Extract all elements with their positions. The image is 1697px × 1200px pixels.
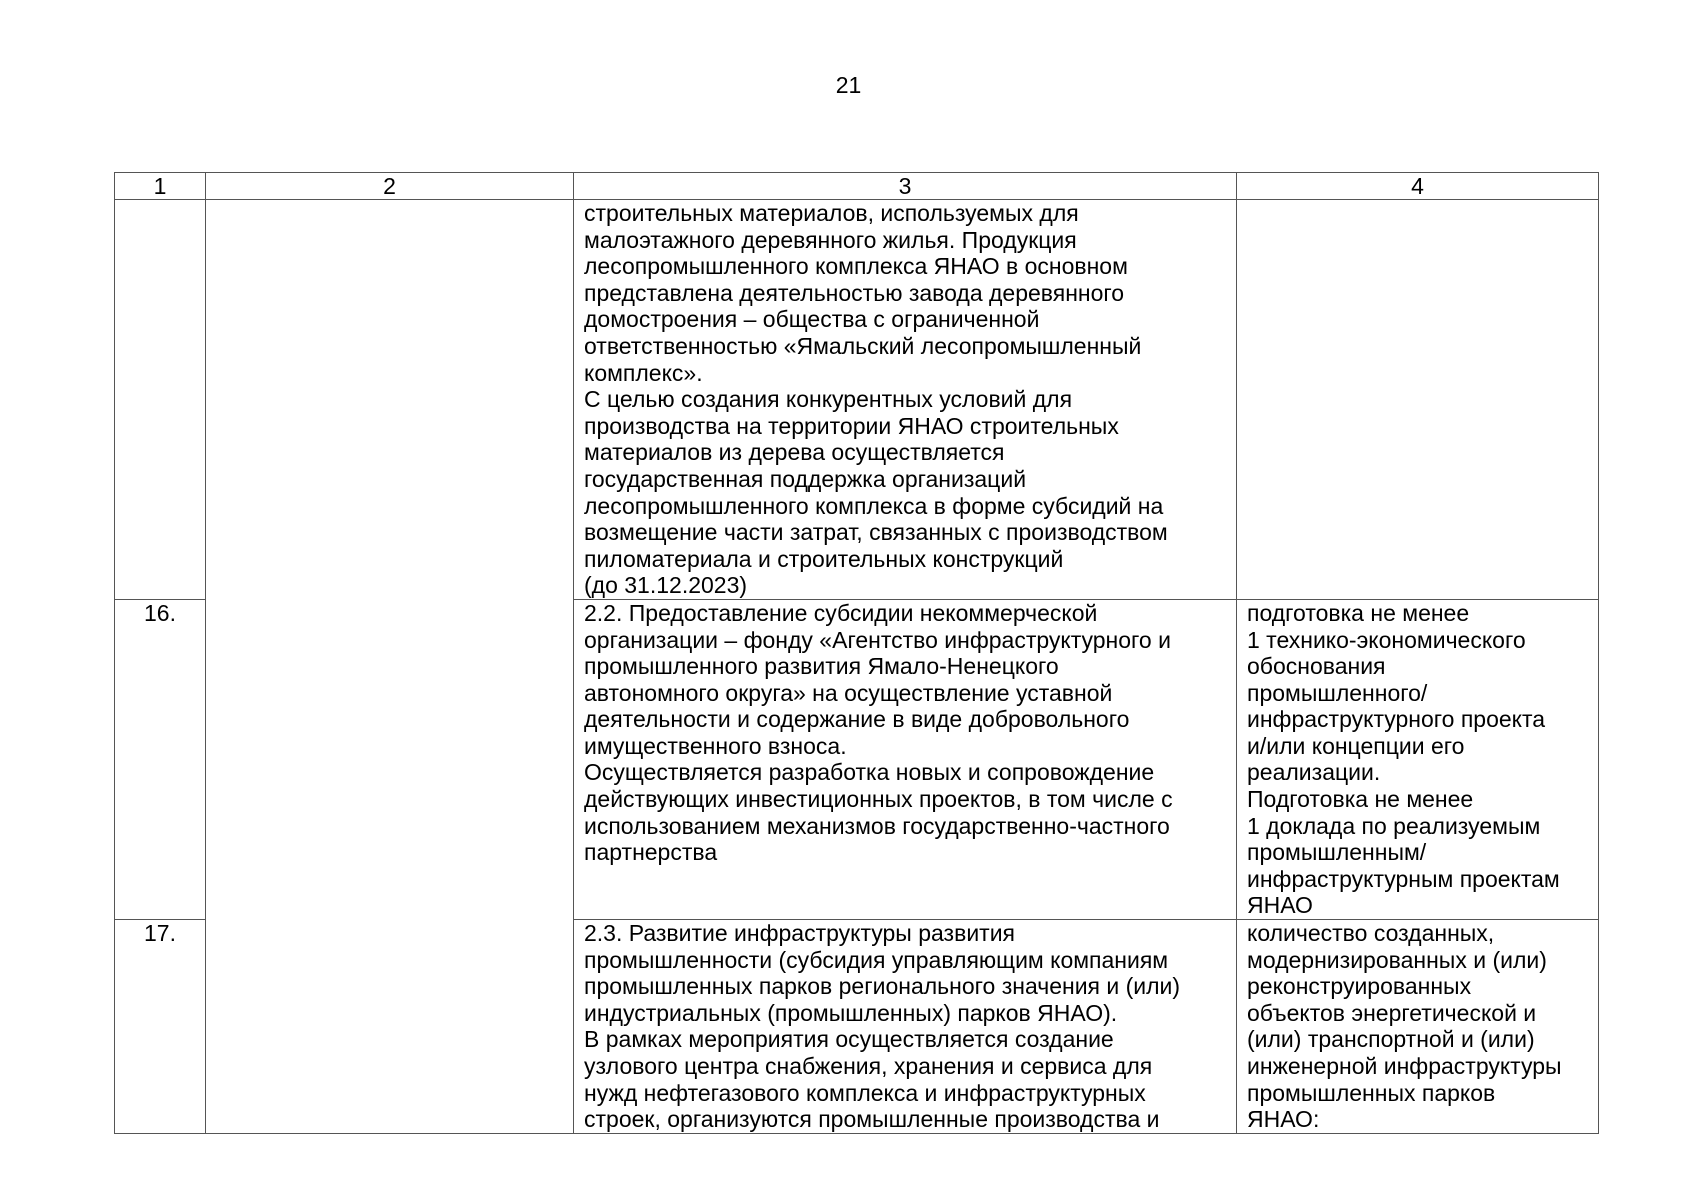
text-line: С целью создания конкурентных условий для	[584, 386, 1073, 413]
text-line: объектов энергетической и	[1247, 999, 1537, 1026]
text-line: В рамках мероприятия осуществляется создание	[584, 1026, 1114, 1053]
indicator-cell	[1237, 920, 1599, 1134]
text-line: и/или концепции его	[1247, 732, 1465, 759]
text-line: реконструированных	[1247, 973, 1472, 1000]
text-line: инженерной инфраструктуры	[1247, 1053, 1562, 1079]
text-line: строек, организуются промышленные производства и	[584, 1106, 1160, 1133]
text-line: обоснования	[1247, 653, 1386, 680]
text-line: инфраструктурным проектам	[1247, 865, 1560, 892]
text-line: лесопромышленного комплекса ЯНАО в основном	[584, 253, 1128, 280]
text-line: промышленным/	[1247, 839, 1427, 866]
text-line: промышленности (субсидия управляющим компаниям	[584, 946, 1169, 973]
text-line: малоэтажного деревянного жилья. Продукция	[584, 226, 1077, 253]
indicator-cell	[1237, 200, 1599, 600]
text-line: промышленного/	[1247, 679, 1428, 706]
row-number: 17.	[115, 920, 206, 1134]
text-line: ответственностью «Ямальский лесопромышленный	[584, 332, 1142, 359]
text-line: производства на территории ЯНАО строительных	[584, 412, 1119, 439]
text-line: 1 доклада по реализуемым	[1247, 812, 1541, 839]
page-number: 21	[835, 72, 862, 98]
text-line: действующих инвестиционных проектов, в том числе с	[584, 786, 1173, 813]
text-line: 1 технико-экономического	[1247, 626, 1526, 653]
text-line: возмещение части затрат, связанных с производством	[584, 519, 1168, 546]
text-line: промышленного развития Ямало-Ненецкого	[584, 653, 1059, 680]
text-line: количество созданных,	[1247, 920, 1495, 947]
text-line: реализации.	[1247, 759, 1381, 786]
measure-description-cell	[574, 200, 1237, 600]
text-line: строительных материалов, используемых для	[584, 200, 1079, 226]
measure-description-cell	[574, 920, 1237, 1134]
table-body	[115, 200, 1599, 1134]
indicator-cell	[1237, 599, 1599, 919]
column-header-3: 3	[574, 173, 1237, 200]
text-line: Подготовка не менее	[1247, 786, 1474, 813]
text-line: промышленных парков	[1247, 1079, 1496, 1106]
text-line: домостроения – общества с ограниченной	[584, 306, 1040, 333]
text-line: (или) транспортной и (или)	[1247, 1026, 1535, 1053]
text-line: представлена деятельностью завода деревянного	[584, 279, 1125, 306]
measure-description-cell	[574, 599, 1237, 919]
text-line: промышленных парков регионального значения и (или)	[584, 973, 1181, 1000]
text-line: государственная поддержка организаций	[584, 465, 1027, 492]
text-line: 2.2. Предоставление субсидии некоммерческой	[584, 599, 1098, 626]
row-number	[115, 200, 206, 600]
text-line: инфраструктурного проекта	[1247, 706, 1546, 733]
text-line: деятельности и содержание в виде добровольного	[584, 706, 1130, 733]
text-line: узлового центра снабжения, хранения и сервиса для	[584, 1053, 1153, 1079]
text-line: ЯНАО	[1247, 892, 1313, 919]
text-line: подготовка не менее	[1247, 599, 1470, 626]
text-line: 2.3. Развитие инфраструктуры развития	[584, 920, 1016, 947]
column-header-1: 1	[115, 173, 206, 200]
document-table	[114, 172, 1599, 1134]
text-line: (до 31.12.2023)	[584, 572, 748, 599]
section-cell	[206, 200, 574, 1134]
text-line: модернизированных и (или)	[1247, 946, 1547, 973]
text-line: ЯНАО:	[1247, 1106, 1320, 1133]
text-line: организации – фонду «Агентство инфраструктурного и	[584, 626, 1171, 653]
text-line: лесопромышленного комплекса в форме субсидий на	[584, 492, 1164, 519]
text-line: пиломатериала и строительных конструкций	[584, 545, 1064, 572]
text-line: партнерства	[584, 839, 718, 866]
text-line: автономного округа» на осуществление уставной	[584, 679, 1113, 706]
table-header-row	[115, 173, 1599, 200]
text-line: имущественного взноса.	[584, 732, 847, 759]
column-header-2: 2	[206, 173, 574, 200]
row-number: 16.	[115, 599, 206, 919]
text-line: комплекс».	[584, 359, 703, 386]
text-line: Осуществляется разработка новых и сопровождение	[584, 759, 1155, 786]
table-row	[115, 200, 1599, 600]
text-line: нужд нефтегазового комплекса и инфраструктурных	[584, 1079, 1146, 1106]
column-header-4: 4	[1237, 173, 1599, 200]
text-line: индустриальных (промышленных) парков ЯНАО).	[584, 999, 1118, 1026]
text-line: материалов из дерева осуществляется	[584, 439, 1005, 466]
text-line: использованием механизмов государственно-частного	[584, 812, 1170, 839]
